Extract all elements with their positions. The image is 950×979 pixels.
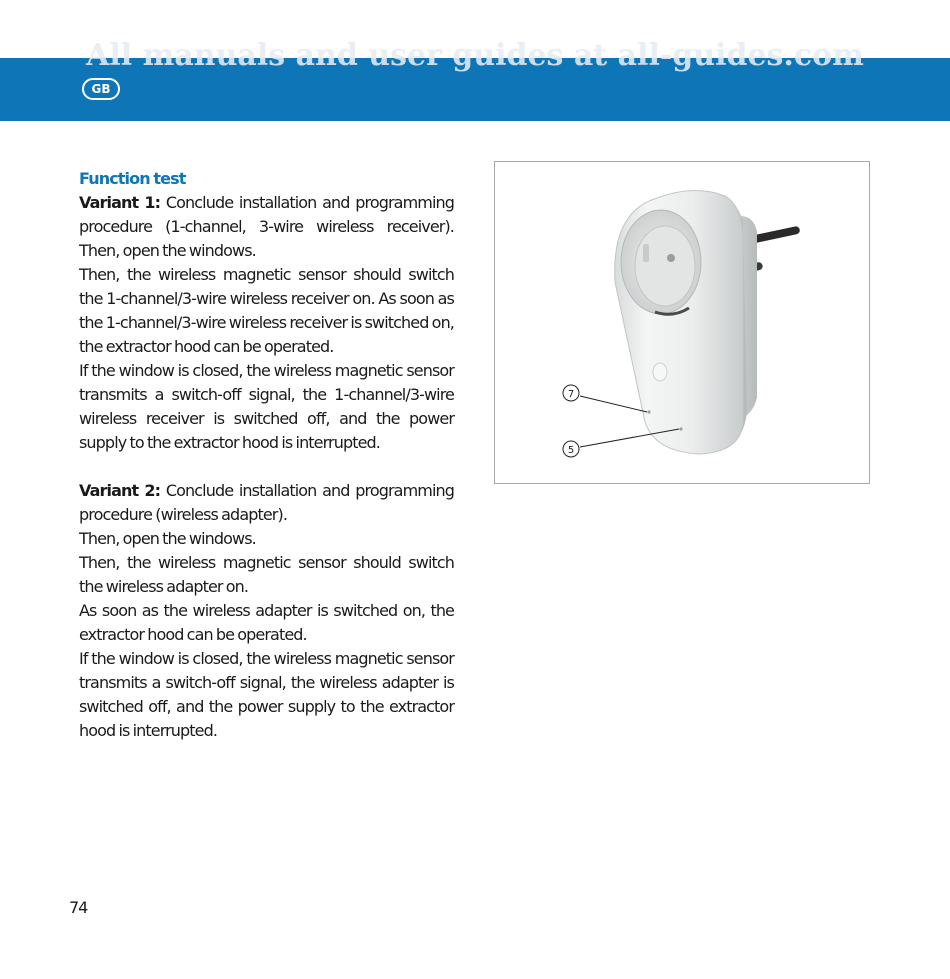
variant2-para4: As soon as the wireless adapter is switched on, the extractor hood can be operated. <box>79 601 454 644</box>
paragraph-gap <box>79 455 454 479</box>
variant1-para2: Then, the wireless magnetic sensor should switch the 1-channel/3-wire wireless receiver on. As soon as the 1-channel/3-wire wireless receiver is switched on, the extractor hood can be operated. <box>79 265 454 356</box>
variant1-para3: If the window is closed, the wireless magnetic sensor transmits a switch-off signal, the 1-channel/3-wire wireless receiver is switched off, and the power supply to the extractor hood is interrupted. <box>79 361 454 452</box>
variant2-label: Variant 2: <box>79 481 161 500</box>
text-column <box>79 167 454 743</box>
variant1-label: Variant 1: <box>79 193 161 212</box>
variant2-intro <box>79 479 454 527</box>
variant2-intro-text: Conclude installation and programming procedure (wireless adapter). <box>79 481 454 524</box>
variant1-intro-text: Conclude installation and programming procedure (1-channel, 3-wire wireless receiver). Then, open the windows. <box>79 193 454 260</box>
section-title: Function test <box>79 169 186 188</box>
earth-clip <box>643 244 649 262</box>
variant2-para2: Then, open the windows. <box>79 529 256 548</box>
callout-7-label: 7 <box>567 389 575 400</box>
socket-hole-icon <box>667 254 675 262</box>
callout-7 <box>563 385 647 412</box>
variant2-para3: Then, the wireless magnetic sensor should switch the wireless adapter on. <box>79 553 454 596</box>
led-7-icon <box>647 410 650 413</box>
socket-inner <box>635 226 695 306</box>
language-badge: GB <box>82 78 120 100</box>
variant1-intro <box>79 191 454 263</box>
product-figure <box>494 161 870 484</box>
adapter-button <box>653 363 667 381</box>
watermark-text: All manuals and user guides at all-guides.com <box>86 38 864 73</box>
wireless-adapter-illustration <box>495 162 869 483</box>
callout-5-label: 5 <box>567 445 575 456</box>
variant2-para5: If the window is closed, the wireless magnetic sensor transmits a switch-off signal, the wireless adapter is switched off, and the power supply to the extractor hood is interrupted. <box>79 649 454 740</box>
page-number: 74 <box>69 898 88 917</box>
led-5-icon <box>679 427 682 430</box>
